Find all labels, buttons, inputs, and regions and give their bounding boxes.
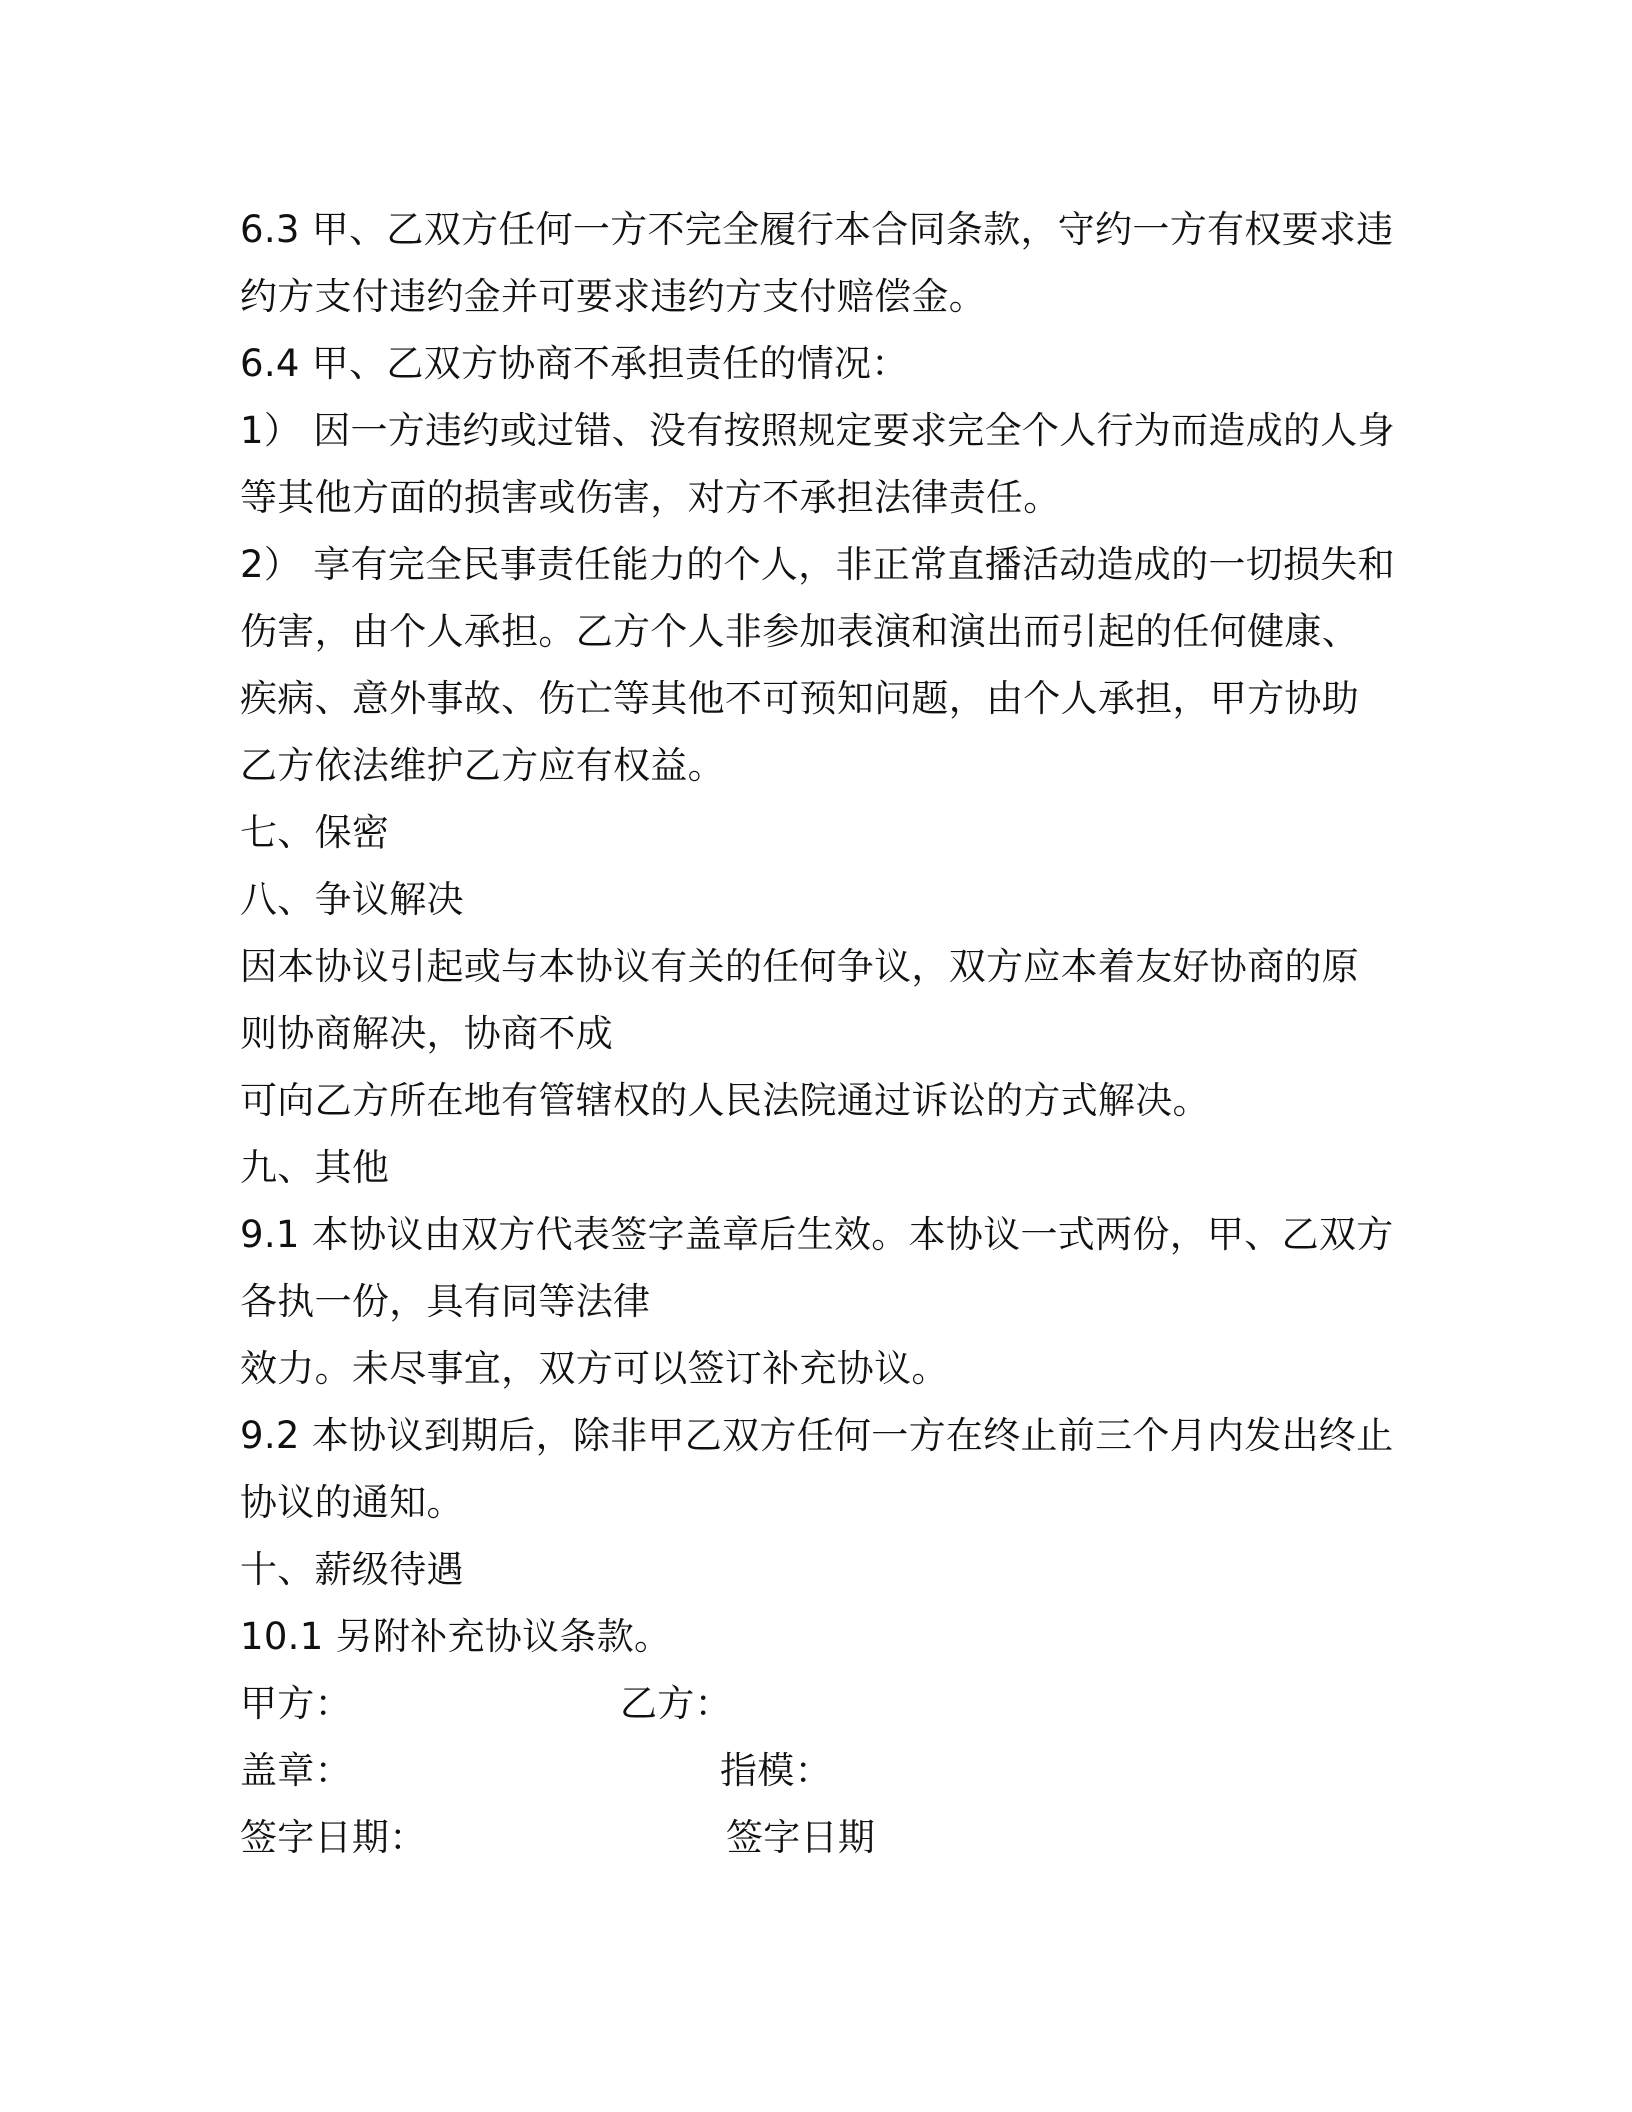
clause-6-4-item-2-line-3: 疾病、意外事故、伤亡等其他不可预知问题，由个人承担，甲方协助 [240,677,1359,720]
section-8-heading: 八、争议解决 [240,878,464,921]
signature-row-dates [240,1804,1420,1871]
clause-6-4-item-1-line-2: 等其他方面的损害或伤害，对方不承担法律责任。 [240,476,1061,519]
signature-row-parties [240,1670,1420,1737]
section-10-heading: 十、薪级待遇 [240,1548,464,1591]
clause-6-4-item-1-line-1: 1） 因一方违约或过错、没有按照规定要求完全个人行为而造成的人身 [240,409,1395,452]
clause-6-3-line-2: 约方支付违约金并可要求违约方支付赔偿金。 [240,275,986,318]
clause-6-3-line-1: 6.3 甲、乙双方任何一方不完全履行本合同条款，守约一方有权要求违 [240,208,1394,251]
clause-6-4-item-2-line-1: 2） 享有完全民事责任能力的个人，非正常直播活动造成的一切损失和 [240,543,1395,586]
party-b-sign-date-label: 签字日期 [726,1816,876,1859]
section-8-text-line-1: 因本协议引起或与本协议有关的任何争议，双方应本着友好协商的原 [240,945,1359,988]
section-9-heading: 九、其他 [240,1146,390,1189]
document-body [240,196,1420,1871]
section-7-heading: 七、保密 [240,811,390,854]
party-b-label: 乙方： [620,1682,732,1725]
clause-6-4-item-2-line-4: 乙方依法维护乙方应有权益。 [240,744,725,787]
clause-9-1-line-1: 9.1 本协议由双方代表签字盖章后生效。本协议一式两份，甲、乙双方 [240,1213,1394,1256]
clause-9-1-line-2: 各执一份，具有同等法律 [240,1280,651,1323]
section-8-text-line-3: 可向乙方所在地有管辖权的人民法院通过诉讼的方式解决。 [240,1079,1210,1122]
party-a-sign-date-label: 签字日期： [240,1816,427,1859]
seal-label: 盖章： [240,1749,352,1792]
fingerprint-label: 指模： [720,1749,832,1792]
clause-6-4-item-2-line-2: 伤害，由个人承担。乙方个人非参加表演和演出而引起的任何健康、 [240,610,1359,653]
clause-6-4-heading: 6.4 甲、乙双方协商不承担责任的情况： [240,342,909,385]
clause-9-2-line-1: 9.2 本协议到期后，除非甲乙双方任何一方在终止前三个月内发出终止 [240,1414,1394,1457]
clause-9-2-line-2: 协议的通知。 [240,1481,464,1524]
section-8-text-line-2: 则协商解决，协商不成 [240,1012,613,1055]
signature-row-seal [240,1737,1420,1804]
clause-9-1-line-3: 效力。未尽事宜，双方可以签订补充协议。 [240,1347,949,1390]
clause-10-1: 10.1 另附补充协议条款。 [240,1615,672,1658]
party-a-label: 甲方： [240,1682,352,1725]
